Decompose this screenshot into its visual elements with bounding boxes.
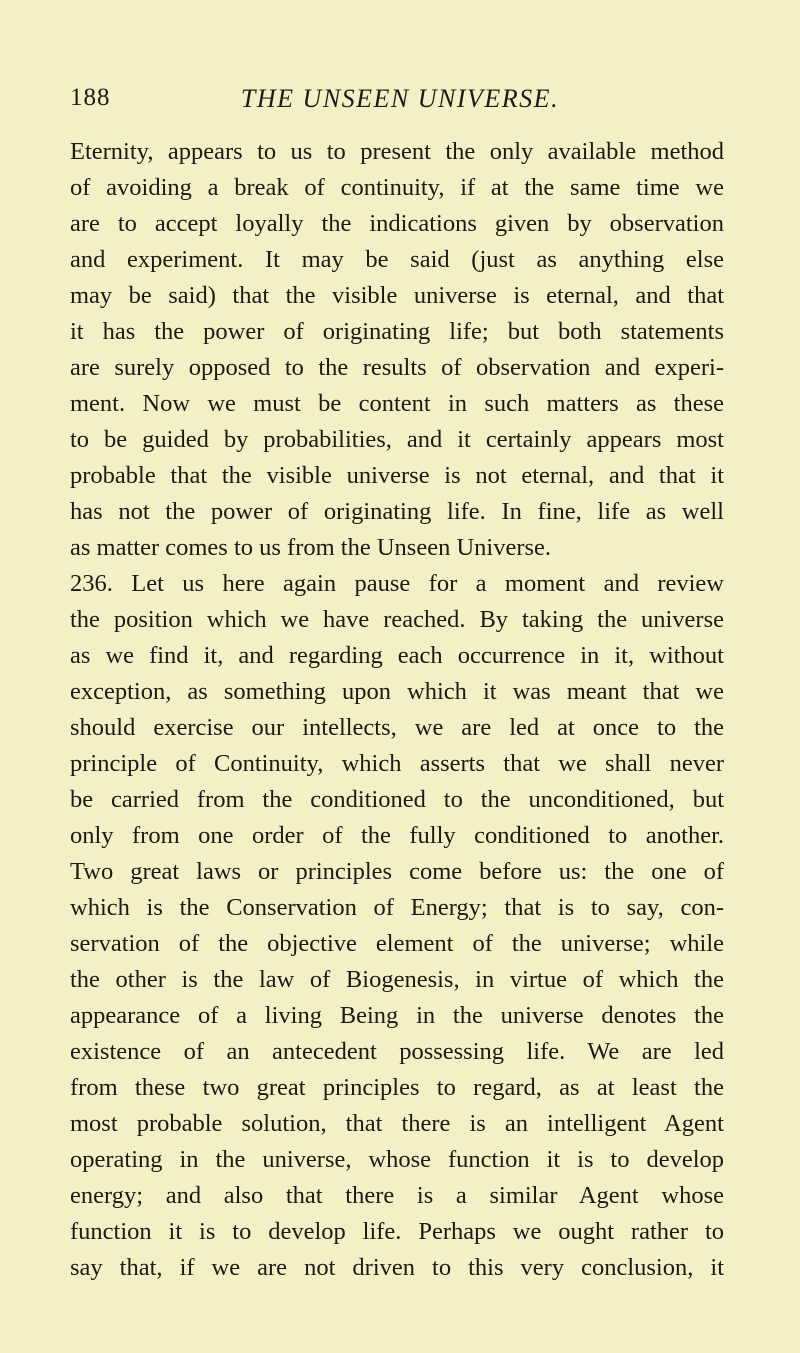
text-line: function it is to develop life. Perhaps we ought rather to	[70, 1218, 724, 1245]
text-line: the other is the law of Biogenesis, in virtue of which the	[70, 966, 724, 993]
text-line: 236. Let us here again pause for a moment and review	[70, 570, 724, 597]
text-line: has not the power of originating life. In fine, life as well	[70, 498, 724, 525]
text-line: principle of Continuity, which asserts that we shall never	[70, 750, 724, 777]
text-line: existence of an antecedent possessing life. We are led	[70, 1038, 724, 1065]
text-line: probable that the visible universe is not eternal, and that it	[70, 462, 724, 489]
text-line: and experiment. It may be said (just as anything else	[70, 246, 724, 273]
text-line: the position which we have reached. By taking the universe	[70, 606, 724, 633]
text-line: operating in the universe, whose function it is to develop	[70, 1146, 724, 1173]
text-line: Two great laws or principles come before us: the one of	[70, 858, 724, 885]
text-line: to be guided by probabilities, and it certainly appears most	[70, 426, 724, 453]
text-line: as matter comes to us from the Unseen Universe.	[70, 534, 552, 561]
body-text	[70, 134, 724, 1286]
text-line: most probable solution, that there is an intelligent Agent	[70, 1110, 724, 1137]
text-line: it has the power of originating life; but both statements	[70, 318, 724, 345]
text-line: say that, if we are not driven to this very conclusion, it	[70, 1254, 724, 1281]
text-line: only from one order of the fully conditioned to another.	[70, 822, 724, 849]
text-line: are to accept loyally the indications given by observation	[70, 210, 724, 237]
text-line: of avoiding a break of continuity, if at the same time we	[70, 174, 724, 201]
text-line: be carried from the conditioned to the unconditioned, but	[70, 786, 724, 813]
text-line: ment. Now we must be content in such matters as these	[70, 390, 724, 417]
text-line: should exercise our intellects, we are led at once to the	[70, 714, 724, 741]
text-line: energy; and also that there is a similar Agent whose	[70, 1182, 724, 1209]
text-line: are surely opposed to the results of observation and experi-	[70, 354, 724, 381]
text-line: may be said) that the visible universe is eternal, and that	[70, 282, 724, 309]
text-line: as we find it, and regarding each occurrence in it, without	[70, 642, 724, 669]
text-line: which is the Conservation of Energy; that is to say, con-	[70, 894, 724, 921]
text-line: appearance of a living Being in the universe denotes the	[70, 1002, 724, 1029]
text-line: exception, as something upon which it was meant that we	[70, 678, 724, 705]
text-line: Eternity, appears to us to present the only available method	[70, 138, 724, 165]
running-title: THE UNSEEN UNIVERSE.	[240, 84, 560, 113]
text-line: servation of the objective element of the universe; while	[70, 930, 724, 957]
running-head	[70, 84, 730, 124]
page-number: 188	[70, 84, 111, 111]
text-line: from these two great principles to regard, as at least the	[70, 1074, 724, 1101]
